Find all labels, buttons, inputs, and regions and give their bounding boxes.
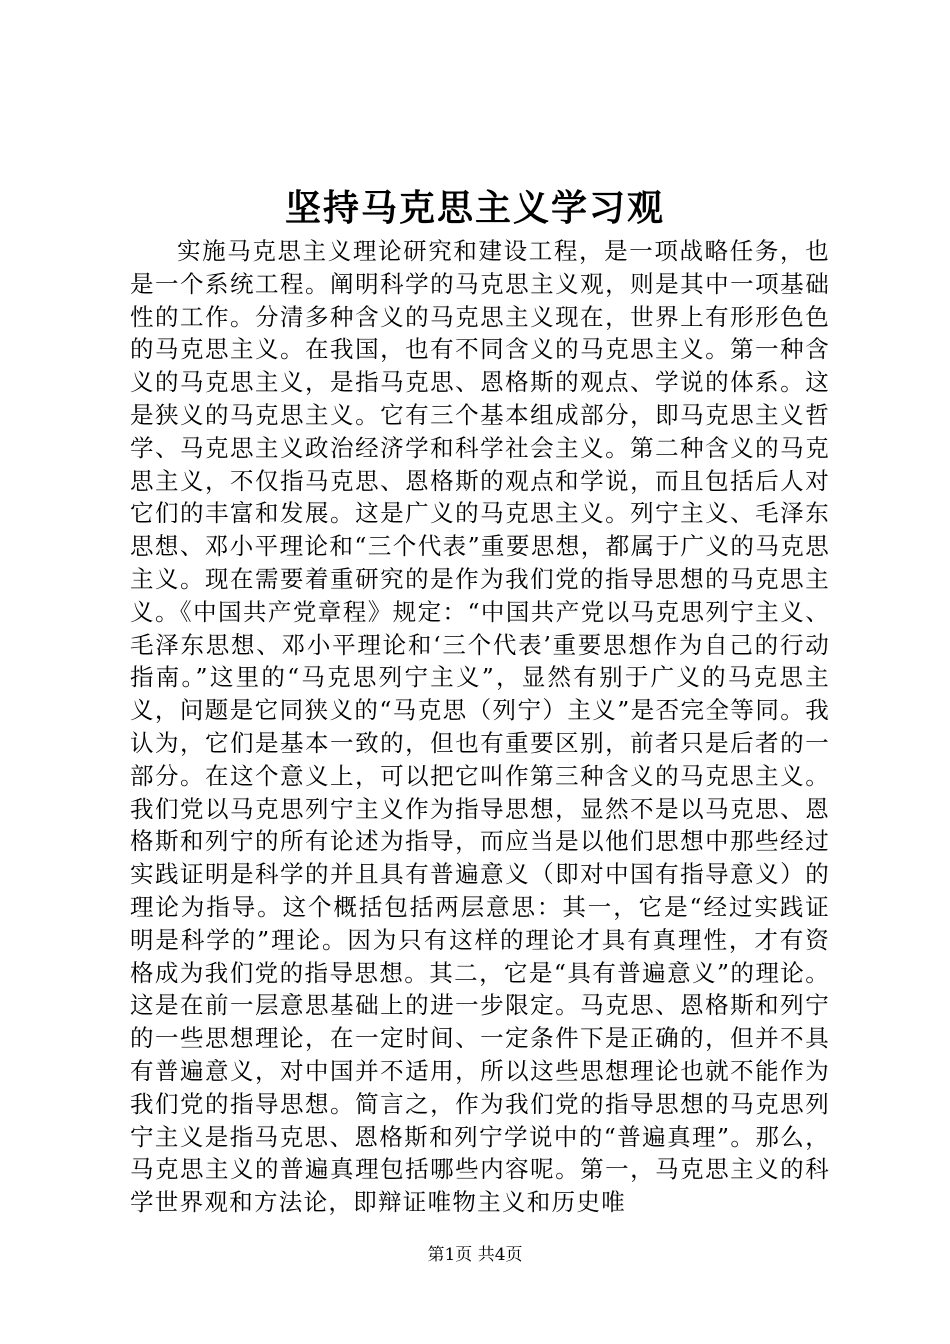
page-number-footer: 第1页 共4页: [427, 1245, 523, 1265]
document-title: 坚持马克思主义学习观: [284, 187, 665, 229]
body-paragraph: 实施马克思主义理论研究和建设工程，是一项战略任务，也是一个系统工程。阐明科学的马克思主义观，则是其中一项基础性的工作。分清多种含义的马克思主义现在，世界上有形形色色的马克思主义。在我国，也有不同含义的马克思主义。第一种含义的马克思主义，是指马克思、恩格斯的观点、学说的体系。这是狭义的马克思主义。它有三个基本组成部分，即马克思主义哲学、马克思主义政治经济学和科学社会主义。第二种含义的马克思主义，不仅指马克思、恩格斯的观点和学说，而且包括后人对它们的丰富和发展。这是广义的马克思主义。列宁主义、毛泽东思想、邓小平理论和“三个代表”重要思想，都属于广义的马克思主义。现在需要着重研究的是作为我们党的指导思想的马克思主义。《中国共产党章程》规定：“中国共产党以马克思列宁主义、毛泽东思想、邓小平理论和‘三个代表’重要思想作为自己的行动指南。”这里的“马克思列宁主义”，显然有别于广义的马克思主义，问题是它同狭义的“马克思（列宁）主义”是否完全等同。我认为，它们是基本一致的，但也有重要区别，前者只是后者的一部分。在这个意义上，可以把它叫作第三种含义的马克思主义。我们党以马克思列宁主义作为指导思想，显然不是以马克思、恩格斯和列宁的所有论述为指导，而应当是以他们思想中那些经过实践证明是科学的并且具有普遍意义（即对中国有指导意义）的理论为指导。这个概括包括两层意思：其一，它是“经过实践证明是科学的”理论。因为只有这样的理论才具有真理性，才有资格成为我们党的指导思想。其二，它是“具有普遍意义”的理论。这是在前一层意思基础上的进一步限定。马克思、恩格斯和列宁的一些思想理论，在一定时间、一定条件下是正确的，但并不具有普遍意义，对中国并不适用，所以这些思想理论也就不能作为我们党的指导思想。简言之，作为我们党的指导思想的马克思列宁主义是指马克思、恩格斯和列宁学说中的“普遍真理”。那么，马克思主义的普遍真理包括哪些内容呢。第一，马克思主义的科学世界观和方法论，即辩证唯物主义和历史唯: [130, 237, 830, 1217]
